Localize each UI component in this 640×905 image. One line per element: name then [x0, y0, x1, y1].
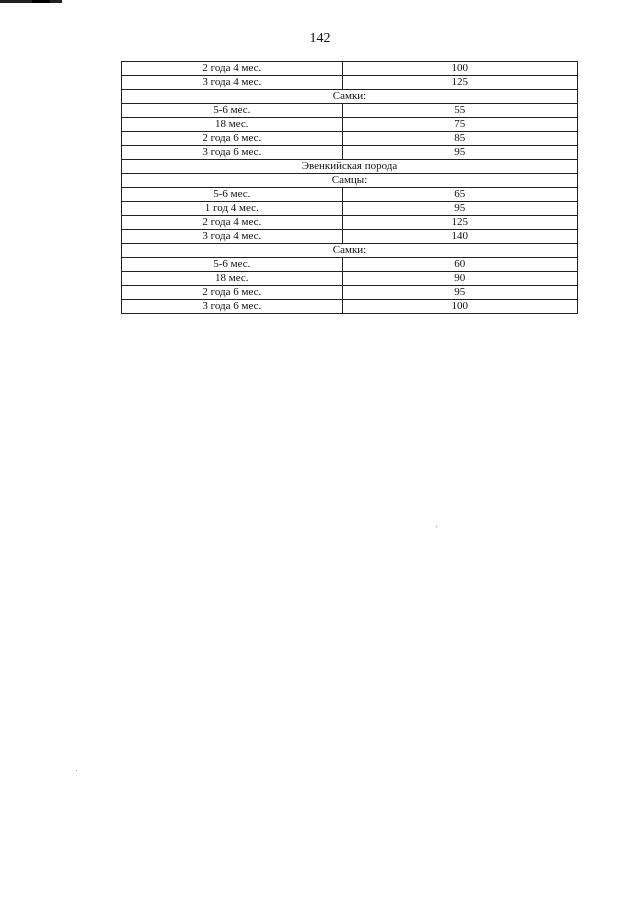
table-section-header-row: [122, 160, 578, 174]
table-row: [122, 286, 578, 300]
age-cell: 2 года 6 мес.: [122, 132, 343, 146]
table-row: [122, 62, 578, 76]
age-cell: 18 мес.: [122, 118, 343, 132]
age-cell: 3 года 6 мес.: [122, 146, 343, 160]
table-row: [122, 146, 578, 160]
table-row: [122, 104, 578, 118]
table-row: [122, 132, 578, 146]
value-cell: 95: [342, 202, 577, 216]
section-header-cell: Самки:: [122, 244, 578, 258]
table-row: [122, 230, 578, 244]
value-cell: 95: [342, 146, 577, 160]
age-cell: 3 года 4 мес.: [122, 76, 343, 90]
age-cell: 5-6 мес.: [122, 188, 343, 202]
page-number: 142: [309, 31, 331, 46]
value-cell: 90: [342, 272, 577, 286]
table-section-header-row: [122, 174, 578, 188]
age-cell: 3 года 6 мес.: [122, 300, 343, 314]
section-header-cell: Эвенкийская порода: [122, 160, 578, 174]
age-weight-table: [121, 61, 578, 314]
value-cell: 60: [342, 258, 577, 272]
age-cell: 3 года 4 мес.: [122, 230, 343, 244]
scan-edge-mark: [0, 0, 62, 3]
age-cell: 18 мес.: [122, 272, 343, 286]
table-row: [122, 216, 578, 230]
age-cell: 2 года 4 мес.: [122, 216, 343, 230]
value-cell: 100: [342, 300, 577, 314]
table-row: [122, 76, 578, 90]
scan-speck: [76, 770, 77, 771]
age-cell: 2 года 6 мес.: [122, 286, 343, 300]
value-cell: 125: [342, 76, 577, 90]
value-cell: 100: [342, 62, 577, 76]
value-cell: 65: [342, 188, 577, 202]
value-cell: 140: [342, 230, 577, 244]
age-cell: 2 года 4 мес.: [122, 62, 343, 76]
table-body: [122, 62, 578, 314]
value-cell: 55: [342, 104, 577, 118]
table-row: [122, 118, 578, 132]
value-cell: 75: [342, 118, 577, 132]
age-cell: 5-6 мес.: [122, 258, 343, 272]
table-section-header-row: [122, 244, 578, 258]
table-section-header-row: [122, 90, 578, 104]
scan-speck: [436, 526, 437, 527]
value-cell: 125: [342, 216, 577, 230]
value-cell: 95: [342, 286, 577, 300]
table-row: [122, 272, 578, 286]
age-cell: 5-6 мес.: [122, 104, 343, 118]
section-header-cell: Самки:: [122, 90, 578, 104]
table-row: [122, 188, 578, 202]
age-cell: 1 год 4 мес.: [122, 202, 343, 216]
table-row: [122, 300, 578, 314]
section-header-cell: Самцы:: [122, 174, 578, 188]
table-row: [122, 202, 578, 216]
value-cell: 85: [342, 132, 577, 146]
table-row: [122, 258, 578, 272]
